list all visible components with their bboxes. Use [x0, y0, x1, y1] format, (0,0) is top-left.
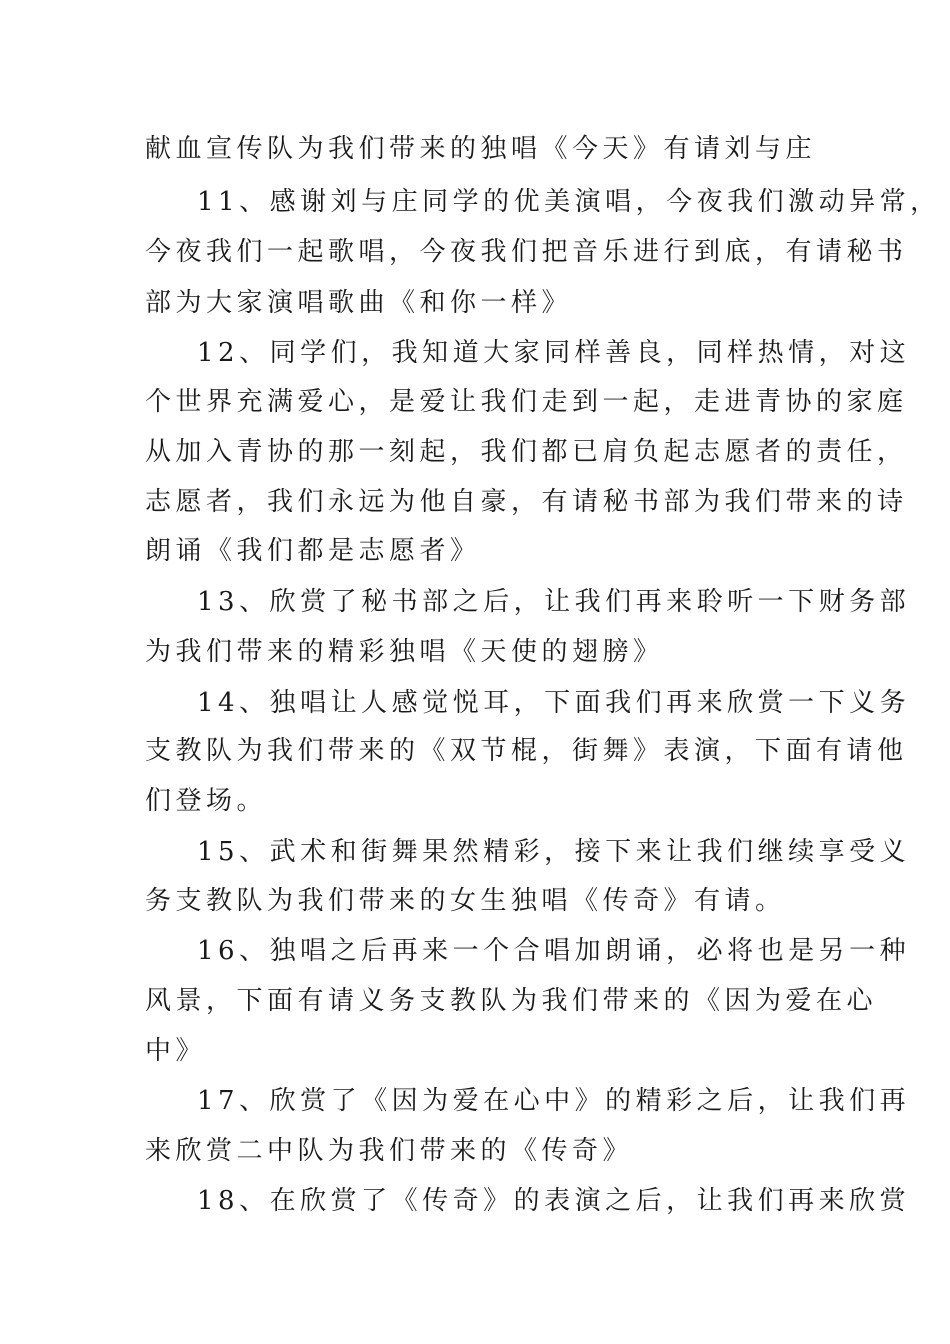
paragraph-14-line: 14、独唱让人感觉悦耳，下面我们再来欣赏一下义务	[197, 688, 911, 718]
text-line: 来欣赏二中队为我们带来的《传奇》	[145, 1136, 634, 1166]
paragraph-17-line: 17、欣赏了《因为爱在心中》的精彩之后，让我们再	[197, 1086, 911, 1116]
text-line: 支教队为我们带来的《双节棍，街舞》表演，下面有请他	[145, 736, 908, 766]
paragraph-12-line: 12、同学们，我知道大家同样善良，同样热情，对这	[197, 338, 911, 368]
paragraph-15-line: 15、武术和街舞果然精彩，接下来让我们继续享受义	[197, 837, 911, 867]
text-line: 风景，下面有请义务支教队为我们带来的《因为爱在心	[145, 986, 878, 1016]
text-line: 朗诵《我们都是志愿者》	[145, 536, 481, 566]
paragraph-13-line: 13、欣赏了秘书部之后，让我们再来聆听一下财务部	[197, 587, 911, 617]
text-line: 务支教队为我们带来的女生独唱《传奇》有请。	[145, 886, 786, 916]
paragraph-11-line: 11、感谢刘与庄同学的优美演唱，今夜我们激动异常，	[197, 187, 941, 217]
text-line: 们登场。	[145, 786, 268, 816]
text-line: 部为大家演唱歌曲《和你一样》	[145, 288, 573, 318]
paragraph-16-line: 16、独唱之后再来一个合唱加朗诵，必将也是另一种	[197, 936, 911, 966]
text-line: 为我们带来的精彩独唱《天使的翅膀》	[145, 637, 664, 667]
paragraph-18-line: 18、在欣赏了《传奇》的表演之后，让我们再来欣赏	[197, 1186, 911, 1216]
text-line: 中》	[145, 1036, 207, 1066]
text-line: 献血宣传队为我们带来的独唱《今天》有请刘与庄	[145, 134, 817, 164]
text-line: 今夜我们一起歌唱，今夜我们把音乐进行到底，有请秘书	[145, 237, 908, 267]
text-line: 志愿者，我们永远为他自豪，有请秘书部为我们带来的诗	[145, 487, 908, 517]
text-line: 从加入青协的那一刻起，我们都已肩负起志愿者的责任，	[145, 437, 908, 467]
text-line: 个世界充满爱心，是爱让我们走到一起，走进青协的家庭	[145, 387, 908, 417]
